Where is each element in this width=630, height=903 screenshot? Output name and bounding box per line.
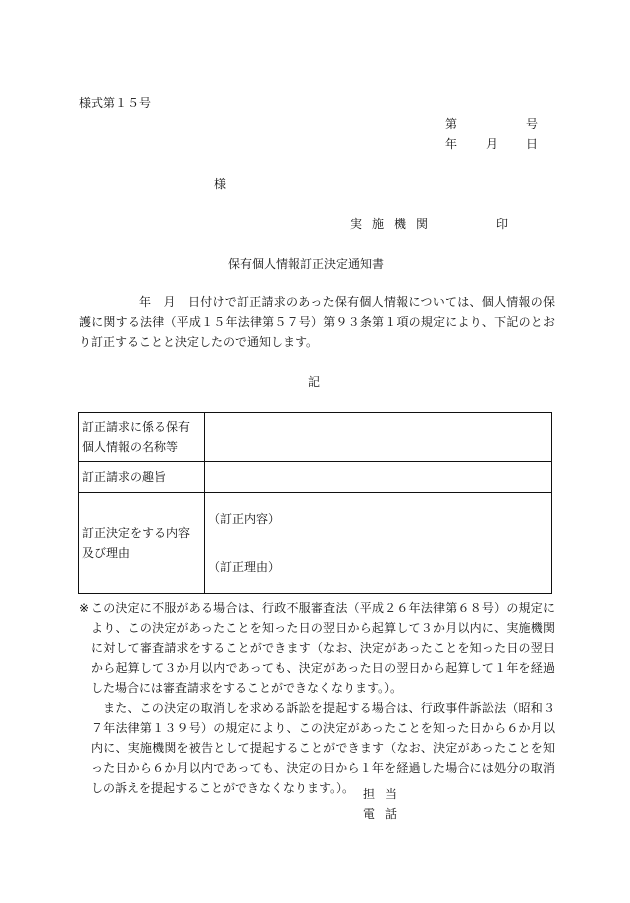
correction-content-label: （訂正内容） <box>208 512 281 526</box>
row-label-request-purpose: 訂正請求の趣旨 <box>79 462 205 493</box>
notice-paragraph-lawsuit: また、この決定の取消しを求める訴訟を提起する場合は、行政事件訴訟法（昭和３７年法律第１３９号）の規定により、この決定があったことを知った日から６か月以内に、実施機関を被告として提起することができます（なお、決定があったことを知った日から６か月以内であっても、決定の日から１年を経過した場合には処分の取消しの訴えを提起することができなくなります。）。 <box>91 701 555 795</box>
form-number: 様式第１５号 <box>79 96 152 110</box>
notice-mark: ※ <box>79 601 90 615</box>
notice-paragraph-appeal <box>79 598 555 698</box>
notice-paragraph-1-text: この決定に不服がある場合は、行政不服審査法（平成２６年法律第６８号）の規定により、この決定があったことを知った日の翌日から起算して３か月以内に、実施機関に対して審査請求をすることができます（なお、決定があったことを知った日の翌日から起算して３か月以内であっても、決定があった日の翌日から起算して１年を経過した場合には審査請求をすることができなくなります。）。 <box>91 601 555 695</box>
body-paragraph: 年 月 日付けで訂正請求のあった保有個人情報については、個人情報の保護に関する法律（平成１５年法律第５７号）第９３条第１項の規定により、下記のとおり訂正することと決定したので通知します。 <box>79 295 555 349</box>
date-day: 日 <box>526 137 539 151</box>
details-table <box>78 412 552 594</box>
row-value-decision-content <box>205 493 552 594</box>
table-row <box>79 413 552 462</box>
table-row <box>79 493 552 594</box>
seal-mark: 印 <box>496 217 509 231</box>
date-month: 月 <box>486 137 499 151</box>
issuer-name: 実施機関 <box>350 217 439 231</box>
contact-person-label: 担当 <box>363 787 408 801</box>
contact-phone-label: 電話 <box>363 807 408 821</box>
table-row <box>79 462 552 493</box>
row-label-decision-content: 訂正決定をする内容及び理由 <box>79 493 205 594</box>
row-label-info-name: 訂正請求に係る保有個人情報の名称等 <box>79 413 205 462</box>
row-value-info-name <box>205 413 552 462</box>
document-title: 保有個人情報訂正決定通知書 <box>228 257 385 271</box>
notice-section <box>79 598 555 801</box>
doc-number-suffix: 号 <box>526 117 539 131</box>
correction-reason-label: （訂正理由） <box>208 560 281 574</box>
doc-number-prefix: 第 <box>445 117 458 131</box>
addressee: 様 <box>214 177 227 191</box>
date-year: 年 <box>445 137 458 151</box>
row-value-request-purpose <box>205 462 552 493</box>
ki-heading: 記 <box>308 375 321 389</box>
